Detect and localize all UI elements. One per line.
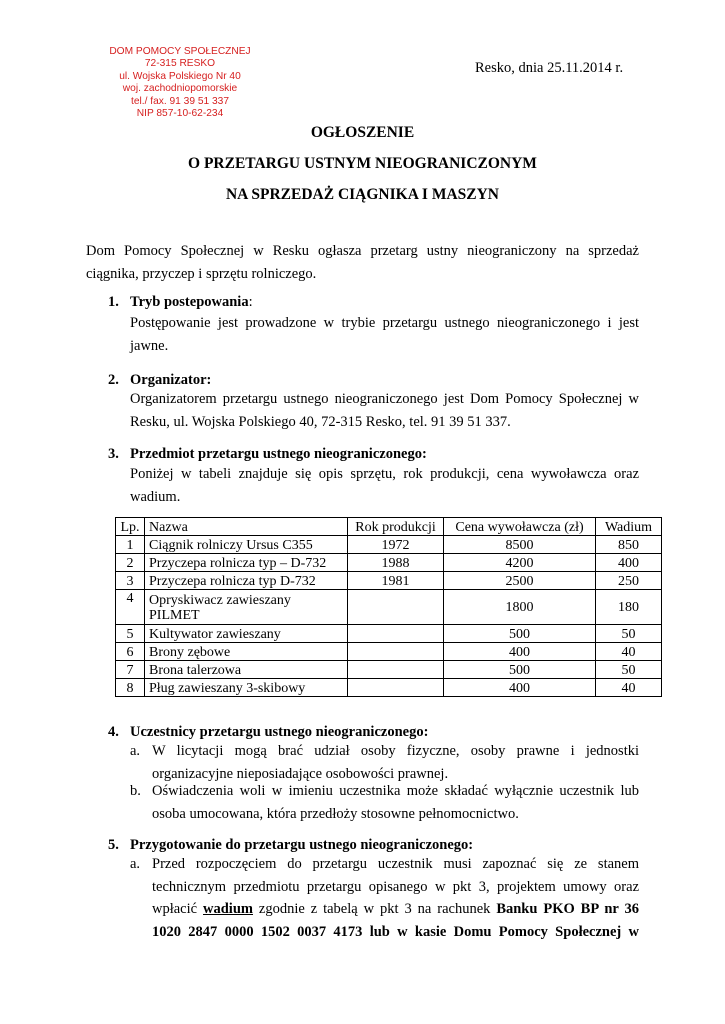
section-title-suffix: :	[248, 294, 253, 310]
cell-deposit: 40	[596, 679, 662, 697]
section-title: Przedmiot przetargu ustnego nieograniczonego:	[130, 446, 427, 462]
cell-name-line: PILMET	[149, 607, 200, 623]
cell-name: Przyczepa rolnicza typ D-732	[145, 572, 348, 590]
cell-price: 4200	[444, 554, 596, 572]
item-line	[152, 898, 639, 921]
cell-price: 2500	[444, 572, 596, 590]
stamp-line: woj. zachodniopomorskie	[122, 83, 238, 95]
cell-year	[348, 590, 444, 625]
cell-deposit: 400	[596, 554, 662, 572]
stamp-line: NIP 857-10-62-234	[136, 108, 224, 120]
cell-year	[348, 625, 444, 643]
table-row	[116, 661, 662, 679]
section-number: 1.	[108, 294, 119, 310]
table-row	[116, 590, 662, 625]
section-title: Organizator:	[130, 372, 212, 388]
header-year: Rok produkcji	[348, 518, 444, 536]
section-3-body	[130, 463, 639, 508]
table-row	[116, 679, 662, 697]
cell-price: 400	[444, 679, 596, 697]
title-line-3: NA SPRZEDAŻ CIĄGNIKA I MASZYN	[225, 186, 499, 203]
cell-year: 1972	[348, 536, 444, 554]
cell-name-line: Opryskiwacz zawieszany	[149, 592, 291, 608]
cell-deposit: 50	[596, 661, 662, 679]
wadium-emphasis: wadium	[203, 901, 253, 917]
section-5-heading	[108, 837, 473, 854]
table-row	[116, 536, 662, 554]
item-text: zgodnie z tabelą w pkt 3 na rachunek	[258, 901, 491, 917]
section-number: 5.	[108, 837, 119, 853]
item-line: Przed rozpoczęciem do przetargu uczestnik musi zapoznać się ze stanem	[152, 856, 639, 872]
title-line-2: O PRZETARGU USTNYM NIEOGRANICZONYM	[188, 155, 537, 172]
cell-name: Kultywator zawieszany	[145, 625, 348, 643]
body-line: Postępowanie jest prowadzone w trybie przetargu ustnego nieograniczonego i jest	[130, 315, 639, 331]
cell-deposit: 180	[596, 590, 662, 625]
cell-deposit: 40	[596, 643, 662, 661]
cell-lp: 8	[116, 679, 145, 697]
cell-price: 400	[444, 643, 596, 661]
cell-price: 500	[444, 625, 596, 643]
table-row	[116, 554, 662, 572]
item-letter: a.	[130, 856, 141, 872]
stamp-line: 72-315 RESKO	[144, 58, 216, 70]
cell-lp: 7	[116, 661, 145, 679]
title-line-1: OGŁOSZENIE	[310, 124, 415, 141]
cell-deposit: 50	[596, 625, 662, 643]
cell-name: Brony zębowe	[145, 643, 348, 661]
table-header-row	[116, 518, 662, 536]
cell-name: Ciągnik rolniczy Ursus C355	[145, 536, 348, 554]
stamp-line: DOM POMOCY SPOŁECZNEJ	[109, 46, 251, 57]
item-line: Oświadczenia woli w imieniu uczestnika może składać wyłącznie uczestnik lub	[152, 783, 639, 799]
bank-name: Banku PKO BP nr 36	[496, 901, 639, 917]
section-4-heading	[108, 724, 428, 741]
cell-year: 1988	[348, 554, 444, 572]
cell-price: 1800	[444, 590, 596, 625]
section-title: Tryb postepowania	[130, 294, 249, 310]
stamp-line: tel./ fax. 91 39 51 337	[131, 95, 229, 107]
cell-deposit: 250	[596, 572, 662, 590]
table-row	[116, 643, 662, 661]
table-row	[116, 572, 662, 590]
section-4-item-a	[130, 740, 639, 785]
section-number: 4.	[108, 724, 119, 740]
section-2-body	[130, 388, 639, 433]
intro-paragraph	[86, 240, 639, 286]
section-number: 3.	[108, 446, 119, 462]
item-text: wpłacić	[152, 901, 198, 917]
section-number: 2.	[108, 372, 119, 388]
cell-price: 500	[444, 661, 596, 679]
item-line: osoba umocowana, która przedłoży stosowne pełnomocnictwo.	[152, 805, 519, 822]
institution-stamp	[85, 46, 275, 120]
cell-lp: 3	[116, 572, 145, 590]
intro-line: ciągnika, przyczep i sprzętu rolniczego.	[86, 266, 317, 282]
body-line: jawne.	[130, 337, 169, 354]
item-line: organizacyjne nieposiadające osobowości prawnej.	[152, 765, 449, 782]
items-table	[115, 517, 662, 697]
document-title	[0, 124, 725, 217]
cell-year	[348, 679, 444, 697]
section-1-heading	[108, 294, 253, 311]
item-letter: a.	[130, 743, 141, 759]
table-row	[116, 625, 662, 643]
body-line: Organizatorem przetargu ustnego nieograniczonego jest Dom Pomocy Społecznej w	[130, 391, 639, 407]
cell-lp: 4	[116, 590, 145, 625]
cell-year	[348, 661, 444, 679]
body-line: wadium.	[130, 488, 181, 505]
header-deposit: Wadium	[596, 518, 662, 536]
cell-year: 1981	[348, 572, 444, 590]
body-line: Resku, ul. Wojska Polskiego 40, 72-315 Resko, tel. 91 39 51 337.	[130, 413, 511, 430]
cell-name: Przyczepa rolnicza typ – D-732	[145, 554, 348, 572]
header-price: Cena wywoławcza (zł)	[444, 518, 596, 536]
stamp-line: ul. Wojska Polskiego Nr 40	[119, 70, 241, 82]
bank-account-line: 1020 2847 0000 1502 0037 4173 lub w kasie Domu Pomocy Społecznej w	[152, 923, 639, 940]
item-letter: b.	[130, 783, 141, 799]
cell-lp: 5	[116, 625, 145, 643]
section-3-heading	[108, 446, 427, 463]
cell-lp: 2	[116, 554, 145, 572]
section-1-body	[130, 312, 639, 357]
body-line: Poniżej w tabeli znajduje się opis sprzętu, rok produkcji, cena wywoławcza oraz	[130, 466, 639, 482]
item-line: W licytacji mogą brać udział osoby fizyczne, osoby prawne i jednostki	[152, 743, 639, 759]
cell-name	[145, 590, 348, 625]
cell-year	[348, 643, 444, 661]
section-title: Uczestnicy przetargu ustnego nieograniczonego:	[130, 724, 429, 740]
intro-line: Dom Pomocy Społecznej w Resku ogłasza przetarg ustny nieograniczony na sprzedaż	[86, 243, 639, 259]
document-date: Resko, dnia 25.11.2014 r.	[475, 60, 624, 76]
header-name: Nazwa	[145, 518, 348, 536]
cell-deposit: 850	[596, 536, 662, 554]
section-title: Przygotowanie do przetargu ustnego nieograniczonego:	[130, 837, 474, 853]
cell-name: Brona talerzowa	[145, 661, 348, 679]
cell-price: 8500	[444, 536, 596, 554]
section-4-item-b	[130, 780, 639, 825]
cell-lp: 6	[116, 643, 145, 661]
cell-name: Pług zawieszany 3-skibowy	[145, 679, 348, 697]
header-lp: Lp.	[116, 518, 145, 536]
section-5-item-a	[130, 853, 639, 943]
cell-lp: 1	[116, 536, 145, 554]
item-line: technicznym przedmiotu przetargu opisanego w pkt 3, projektem umowy oraz	[152, 878, 639, 895]
section-2-heading	[108, 372, 211, 389]
